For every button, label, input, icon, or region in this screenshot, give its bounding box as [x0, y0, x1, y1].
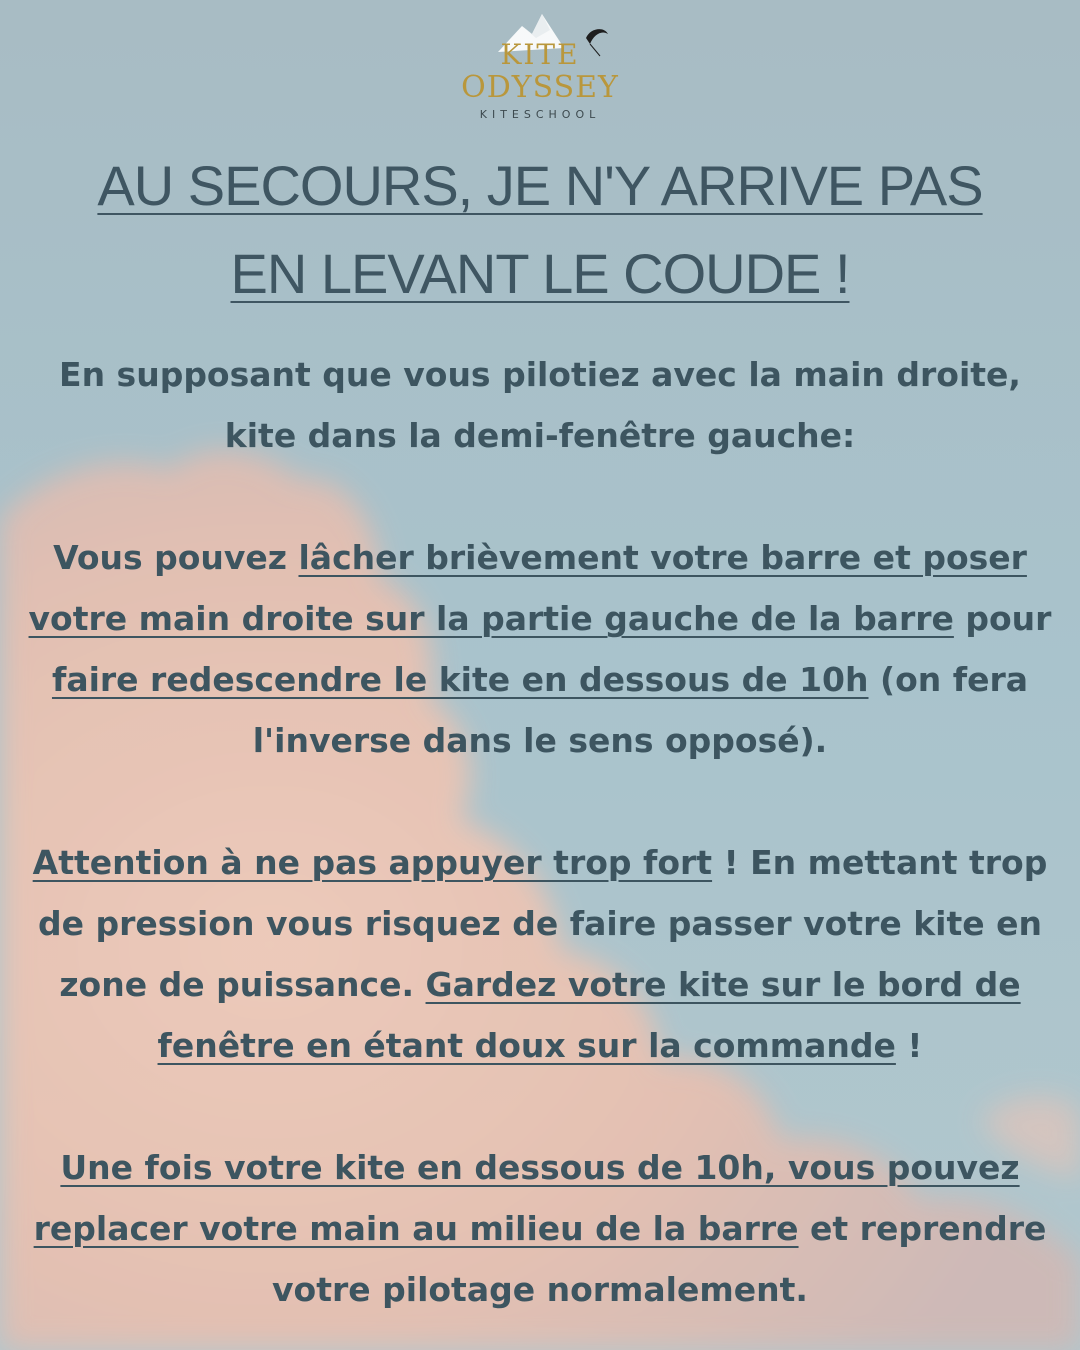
logo-kite-text: KITE	[500, 38, 580, 71]
underlined-text: lâcher brièvement votre barre et poser votre main droite sur la partie gauche de la barre	[28, 538, 1027, 638]
logo-odyssey-text: ODYSSEY	[461, 70, 619, 105]
paragraph-text: Vous pouvez	[53, 538, 299, 577]
paragraph-text: et reprendre votre pilotage normalement.	[272, 1209, 1047, 1309]
paragraph-text: En supposant que vous pilotiez avec la main droite, kite dans la demi-fenêtre gauche:	[59, 355, 1021, 455]
page-title-line-2: EN LEVANT LE COUDE !	[230, 242, 850, 305]
page-title-line-1: AU SECOURS, JE N'Y ARRIVE PAS	[97, 154, 983, 217]
body-text	[20, 344, 1060, 1320]
paragraph-1	[20, 344, 1060, 466]
paragraph-text: pour	[953, 599, 1052, 638]
underlined-text: Une fois votre kite en dessous de 10h, vous pouvez replacer votre main au milieu de la barre	[33, 1148, 1020, 1248]
paragraph-3	[20, 832, 1060, 1076]
paragraph-2	[20, 527, 1060, 771]
paragraph-4	[20, 1137, 1060, 1320]
paragraph-text: ! En mettant trop de pression vous risquez de faire passer votre kite en zone de puissance.	[37, 843, 1048, 1004]
underlined-text: Attention à ne pas appuyer trop fort	[32, 843, 713, 882]
kite-odyssey-logo	[440, 8, 640, 120]
paragraph-text: !	[895, 1026, 923, 1065]
logo-kiteschool-text: KITESCHOOL	[479, 108, 601, 121]
underlined-text: faire redescendre le kite en dessous de 10h	[51, 660, 869, 699]
paragraph-text: (on fera l'inverse dans le sens opposé).	[252, 660, 1029, 760]
underlined-text: Gardez votre kite sur le bord de fenêtre en étant doux sur la commande	[157, 965, 1021, 1065]
